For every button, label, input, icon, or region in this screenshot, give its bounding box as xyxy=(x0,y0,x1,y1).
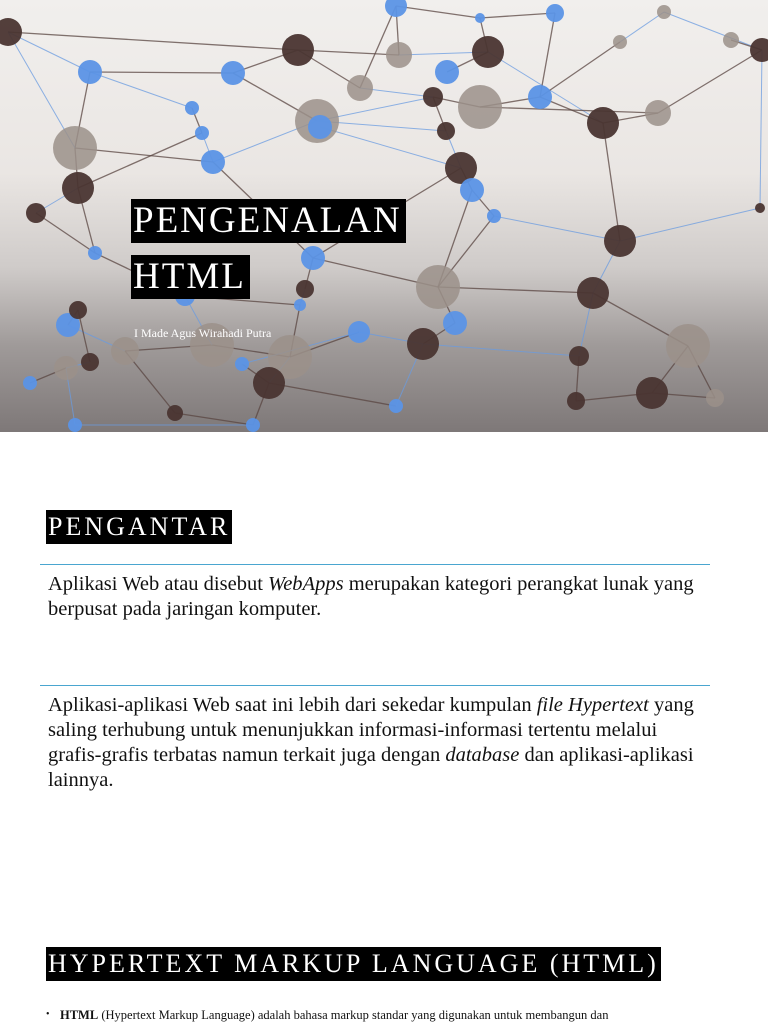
network-edge xyxy=(494,216,620,241)
divider-top xyxy=(40,564,710,565)
network-edge xyxy=(620,12,664,42)
network-node xyxy=(706,389,724,407)
network-node xyxy=(26,203,46,223)
title-line-2: HTML xyxy=(131,255,250,299)
paragraph-webapps xyxy=(48,572,698,622)
network-edge xyxy=(760,50,762,208)
para2-text-a: Aplikasi-aplikasi Web saat ini lebih dari sekedar kumpulan xyxy=(48,694,537,716)
network-edge xyxy=(78,133,202,188)
title-slide xyxy=(0,0,768,432)
network-node xyxy=(294,299,306,311)
network-node xyxy=(755,203,765,213)
network-node xyxy=(88,246,102,260)
network-node xyxy=(460,178,484,202)
network-node xyxy=(301,246,325,270)
network-edge xyxy=(603,123,620,241)
author-name: I Made Agus Wirahadi Putra xyxy=(134,326,272,340)
network-node xyxy=(613,35,627,49)
network-edge xyxy=(8,32,298,50)
network-node xyxy=(645,100,671,126)
para2-emphasis-file: file Hypertext xyxy=(536,694,649,716)
network-node xyxy=(472,36,504,68)
network-node xyxy=(81,353,99,371)
network-node xyxy=(458,85,502,129)
para1-text-b: merupakan kategori perangkat lunak yang berpusat pada jaringan komputer. xyxy=(48,573,694,620)
network-edge xyxy=(90,72,233,73)
network-edge xyxy=(620,208,760,241)
network-node xyxy=(347,75,373,101)
content-slide xyxy=(0,432,768,1024)
network-node xyxy=(423,87,443,107)
network-edge xyxy=(664,12,762,50)
network-edge xyxy=(423,344,579,356)
network-node xyxy=(0,18,22,46)
network-node xyxy=(68,418,82,432)
bullet-bold-term: HTML xyxy=(60,1008,99,1022)
network-node xyxy=(437,122,455,140)
network-node xyxy=(587,107,619,139)
network-node xyxy=(62,172,94,204)
network-node xyxy=(389,399,403,413)
network-node xyxy=(750,38,768,62)
network-edge xyxy=(540,13,555,97)
network-node xyxy=(604,225,636,257)
network-edge xyxy=(658,50,762,113)
network-node xyxy=(723,32,739,48)
network-node xyxy=(195,126,209,140)
network-node xyxy=(569,346,589,366)
para1-emphasis: WebApps xyxy=(268,573,344,595)
network-node xyxy=(201,150,225,174)
network-edge xyxy=(438,287,593,293)
network-node xyxy=(221,61,245,85)
para2-text-b: yang saling terhubung untuk menunjukkan informasi-informasi tertentu melalui grafis-grafis terbatas namun terkait juga dengan xyxy=(48,694,694,766)
divider-middle xyxy=(40,685,710,686)
network-node xyxy=(475,13,485,23)
section-heading-html: HYPERTEXT MARKUP LANGUAGE (HTML) xyxy=(46,947,661,981)
para2-text-c: dan aplikasi-aplikasi lainnya. xyxy=(48,744,694,791)
network-node xyxy=(54,356,78,380)
network-node xyxy=(53,126,97,170)
section-heading-pengantar: PENGANTAR xyxy=(46,510,232,544)
network-node xyxy=(546,4,564,22)
network-node xyxy=(78,60,102,84)
network-node xyxy=(567,392,585,410)
network-node xyxy=(416,265,460,309)
network-node xyxy=(443,311,467,335)
bullet-item-html xyxy=(46,1007,766,1023)
network-node xyxy=(69,301,87,319)
network-node xyxy=(636,377,668,409)
network-edge xyxy=(396,6,480,18)
network-node xyxy=(246,418,260,432)
network-node xyxy=(385,0,407,17)
network-edge xyxy=(480,13,555,18)
network-node xyxy=(253,367,285,399)
network-node xyxy=(386,42,412,68)
network-node xyxy=(487,209,501,223)
network-node xyxy=(528,85,552,109)
network-edge xyxy=(90,72,192,108)
network-node xyxy=(185,101,199,115)
title-line-1: PENGENALAN xyxy=(131,199,406,243)
bullet-text: (Hypertext Markup Language) adalah bahasa markup standar yang digunakan untuk membangun dan xyxy=(98,1008,609,1022)
network-node xyxy=(666,324,710,368)
network-edge xyxy=(480,107,658,113)
network-node xyxy=(167,405,183,421)
para1-text-a: Aplikasi Web atau disebut xyxy=(48,573,269,595)
para2-emphasis-database: database xyxy=(445,744,520,766)
network-node xyxy=(296,280,314,298)
network-edge xyxy=(269,383,396,406)
network-edge xyxy=(175,413,253,425)
network-node xyxy=(657,5,671,19)
paragraph-hypertext xyxy=(48,693,698,793)
network-node xyxy=(23,376,37,390)
network-node xyxy=(407,328,439,360)
network-node xyxy=(577,277,609,309)
network-node xyxy=(235,357,249,371)
network-node xyxy=(111,337,139,365)
network-node xyxy=(282,34,314,66)
network-edge xyxy=(540,42,620,97)
network-node xyxy=(435,60,459,84)
network-node xyxy=(348,321,370,343)
network-node xyxy=(308,115,332,139)
bullet-marker: • xyxy=(46,1009,50,1020)
